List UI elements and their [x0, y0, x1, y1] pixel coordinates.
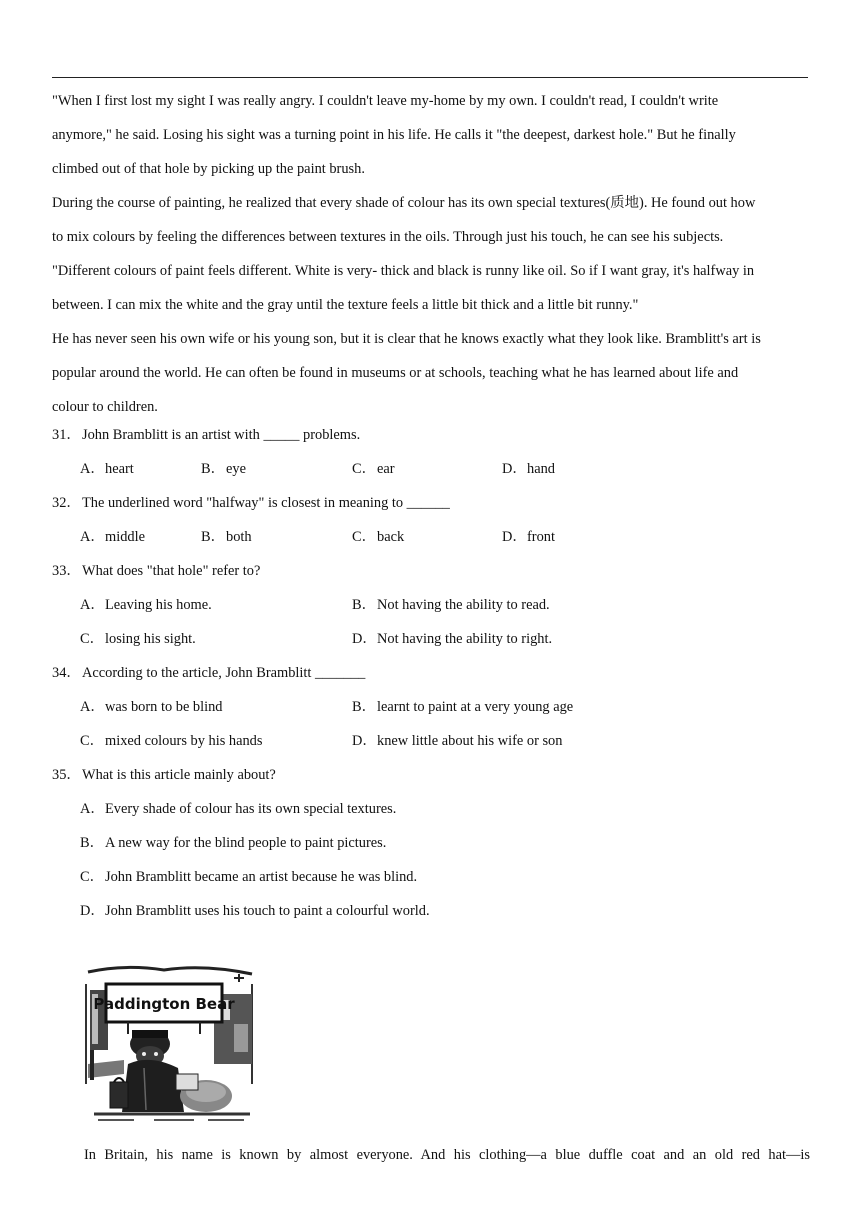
- option-letter: A．: [80, 699, 105, 715]
- option-text: Every shade of colour has its own special textures.: [105, 801, 397, 817]
- question-32: [52, 486, 812, 520]
- option-c[interactable]: [80, 860, 812, 894]
- option-d[interactable]: [352, 622, 552, 656]
- option-letter: B．: [352, 699, 376, 715]
- question-number: 31．: [52, 427, 81, 443]
- options-row: [80, 724, 812, 758]
- passage-line: colour to children.: [52, 399, 158, 415]
- option-letter: D．: [352, 631, 377, 647]
- option-d[interactable]: [80, 894, 812, 928]
- reading-passage: [52, 84, 812, 424]
- options-row: [80, 622, 812, 656]
- option-text: eye: [226, 461, 246, 477]
- option-letter: A．: [80, 461, 105, 477]
- options-row: [80, 452, 812, 486]
- question-number: 35．: [52, 767, 81, 783]
- option-a[interactable]: [80, 588, 212, 622]
- question-34: [52, 656, 812, 690]
- paddington-bear-picture: [84, 964, 256, 1126]
- option-c[interactable]: [352, 520, 404, 554]
- option-text: Not having the ability to read.: [377, 597, 550, 613]
- option-b[interactable]: [80, 826, 812, 860]
- option-c[interactable]: [80, 622, 196, 656]
- option-letter: B．: [201, 461, 225, 477]
- option-b[interactable]: [201, 520, 252, 554]
- option-c[interactable]: [352, 452, 395, 486]
- question-stem: The underlined word "halfway" is closest in meaning to ______: [82, 495, 450, 511]
- question-35: [52, 758, 812, 792]
- option-b[interactable]: [201, 452, 246, 486]
- question-number: 33．: [52, 563, 81, 579]
- option-d[interactable]: [352, 724, 562, 758]
- question-31: [52, 418, 812, 452]
- option-letter: B．: [80, 835, 104, 851]
- option-text: was born to be blind: [105, 699, 223, 715]
- option-text: both: [226, 529, 252, 545]
- option-a[interactable]: [80, 520, 145, 554]
- question-stem: John Bramblitt is an artist with _____ problems.: [82, 427, 361, 443]
- question-number: 34．: [52, 665, 81, 681]
- option-letter: A．: [80, 597, 105, 613]
- option-text: ear: [377, 461, 395, 477]
- continuation-paragraph: In Britain, his name is known by almost everyone. And his clothing—a blue duffle coat and an old red hat—is: [84, 1147, 810, 1163]
- option-letter: A．: [80, 801, 105, 817]
- passage-line: popular around the world. He can often be found in museums or at schools, teaching what he has learned about life and: [52, 365, 739, 381]
- option-letter: D．: [352, 733, 377, 749]
- option-letter: B．: [201, 529, 225, 545]
- option-text: middle: [105, 529, 145, 545]
- question-number: 32．: [52, 495, 81, 511]
- option-text: losing his sight.: [105, 631, 196, 647]
- option-c[interactable]: [80, 724, 262, 758]
- passage-line: between. I can mix the white and the gray until the texture feels a little bit thick and a little bit runny.": [52, 297, 639, 313]
- option-text: Leaving his home.: [105, 597, 212, 613]
- passage-line: "When I first lost my sight I was really angry. I couldn't leave my-home by my own. I couldn't read, I couldn't write: [52, 93, 719, 109]
- option-b[interactable]: [352, 690, 573, 724]
- option-letter: D．: [502, 529, 527, 545]
- option-text: learnt to paint at a very young age: [377, 699, 574, 715]
- option-text: front: [527, 529, 555, 545]
- passage-line: to mix colours by feeling the differences between textures in the oils. Through just his touch, he can see his subjects.: [52, 229, 724, 245]
- option-letter: D．: [502, 461, 527, 477]
- option-d[interactable]: [502, 452, 555, 486]
- option-letter: C．: [80, 869, 104, 885]
- option-text: A new way for the blind people to paint pictures.: [105, 835, 387, 851]
- option-text: knew little about his wife or son: [377, 733, 563, 749]
- option-a[interactable]: [80, 792, 812, 826]
- option-letter: C．: [80, 733, 104, 749]
- option-text: back: [377, 529, 405, 545]
- question-33: [52, 554, 812, 588]
- question-stem: What does "that hole" refer to?: [82, 563, 261, 579]
- paddington-bear-illustration: [84, 964, 256, 1126]
- header-rule: [52, 77, 808, 78]
- option-a[interactable]: [80, 452, 134, 486]
- passage-line: anymore," he said. Losing his sight was a turning point in his life. He calls it "the deepest, darkest hole." But he finally: [52, 127, 736, 143]
- option-letter: C．: [80, 631, 104, 647]
- option-a[interactable]: [80, 690, 223, 724]
- option-text: John Bramblitt uses his touch to paint a colourful world.: [105, 903, 430, 919]
- sign-text: Paddington Bear: [93, 995, 235, 1013]
- option-letter: A．: [80, 529, 105, 545]
- passage-line: He has never seen his own wife or his young son, but it is clear that he knows exactly what they look like. Bramblitt's art is: [52, 331, 761, 347]
- option-d[interactable]: [502, 520, 555, 554]
- option-text: mixed colours by his hands: [105, 733, 263, 749]
- option-b[interactable]: [352, 588, 550, 622]
- passage-line: "Different colours of paint feels different. White is very- thick and black is runny like oil. So if I want gray, it's halfway in: [52, 263, 755, 279]
- option-text: John Bramblitt became an artist because he was blind.: [105, 869, 418, 885]
- option-letter: D．: [80, 903, 105, 919]
- question-stem: What is this article mainly about?: [82, 767, 276, 783]
- options-row: [80, 690, 812, 724]
- question-stem: According to the article, John Bramblitt _______: [82, 665, 366, 681]
- passage-line: climbed out of that hole by picking up the paint brush.: [52, 161, 365, 177]
- options-row: [80, 520, 812, 554]
- option-text: Not having the ability to right.: [377, 631, 553, 647]
- passage-line: During the course of painting, he realized that every shade of colour has its own special textures(质地). He found out how: [52, 195, 756, 211]
- option-letter: C．: [352, 461, 376, 477]
- option-text: heart: [105, 461, 134, 477]
- option-letter: C．: [352, 529, 376, 545]
- options-row: [80, 588, 812, 622]
- option-letter: B．: [352, 597, 376, 613]
- question-list: [52, 418, 812, 928]
- option-text: hand: [527, 461, 555, 477]
